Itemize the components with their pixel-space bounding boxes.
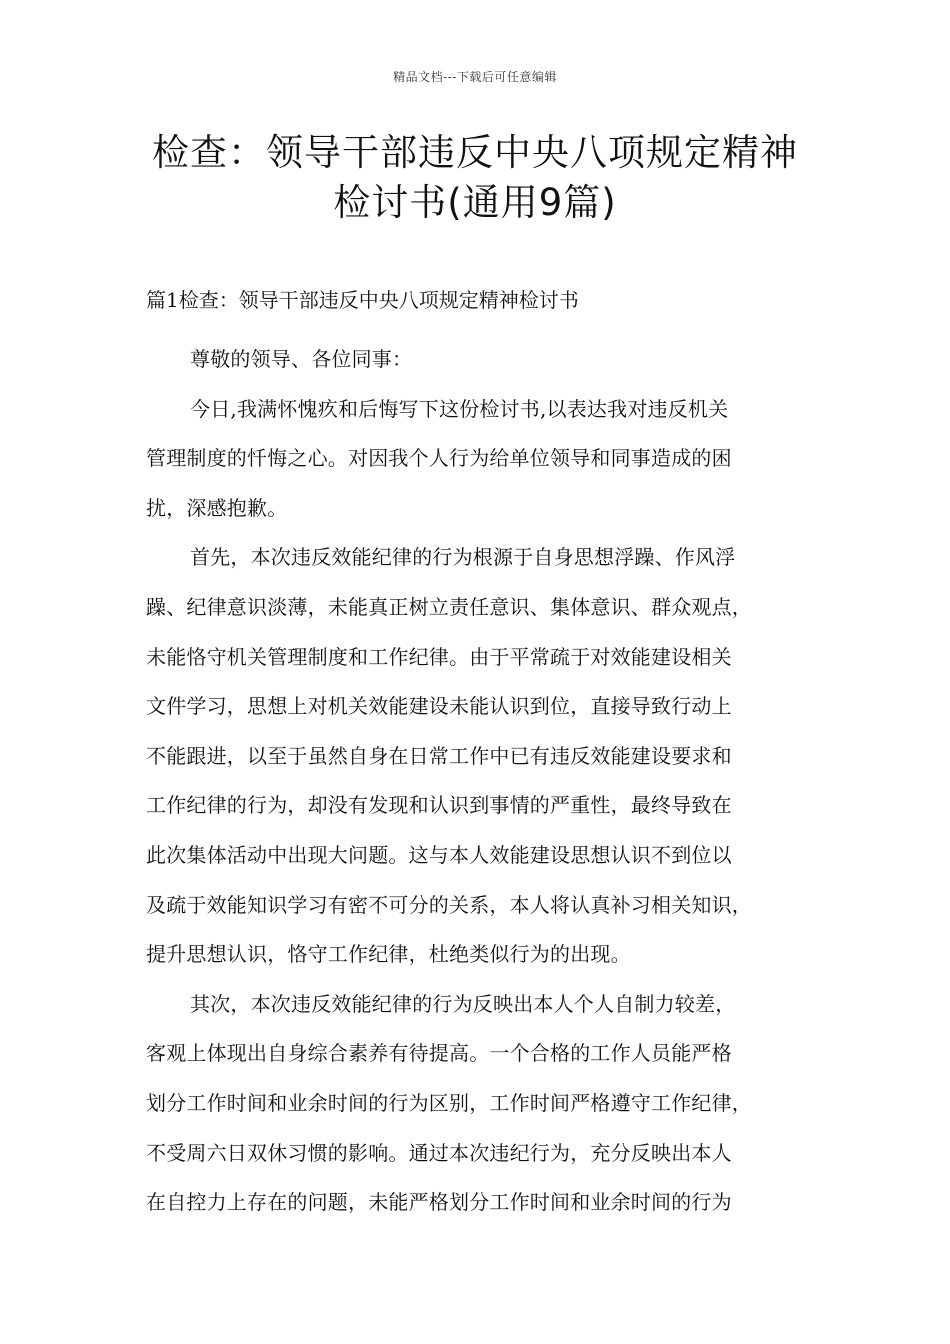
- paragraph-1: [146, 385, 810, 534]
- paragraph-line: 其次，本次违反效能纪律的行为反映出本人个人自制力较差，: [190, 991, 736, 1016]
- paragraph-line: 客观上体现出自身综合素养有待提高。一个合格的工作人员能严格: [146, 1041, 732, 1066]
- paragraph-2: [146, 533, 810, 979]
- title-line-1: 检查：领导干部违反中央八项规定精神: [152, 131, 798, 174]
- document-body: [146, 335, 810, 1228]
- salutation: 尊敬的领导、各位同事：: [190, 347, 413, 371]
- paragraph-line: 在自控力上存在的问题，未能严格划分工作时间和业余时间的行为: [146, 1190, 732, 1215]
- paragraph-3: [146, 980, 810, 1228]
- paragraph-line: 不能跟进，以至于虽然自身在日常工作中已有违反效能建设要求和: [146, 743, 732, 768]
- paragraph-line: 提升思想认识，恪守工作纪律，杜绝类似行为的出现。: [146, 942, 631, 967]
- paragraph-line: 划分工作时间和业余时间的行为区别，工作时间严格遵守工作纪律，: [146, 1090, 752, 1115]
- paragraph-line: 文件学习，思想上对机关效能建设未能认识到位，直接导致行动上: [146, 694, 732, 719]
- document-title: [0, 128, 950, 228]
- paragraph-line: 扰，深感抱歉。: [146, 495, 288, 520]
- title-line-2: 检讨书(通用9篇): [333, 181, 617, 224]
- paragraph-line: 躁、纪律意识淡薄，未能真正树立责任意识、集体意识、群众观点，: [146, 594, 752, 619]
- header-note: 精品文档---下载后可任意编辑: [393, 70, 557, 84]
- paragraph-line: 不受周六日双休习惯的影响。通过本次违纪行为，充分反映出本人: [146, 1140, 732, 1165]
- paragraph-line: 首先，本次违反效能纪律的行为根源于自身思想浮躁、作风浮: [190, 545, 736, 570]
- paragraph-line: 工作纪律的行为，却没有发现和认识到事情的严重性，最终导致在: [146, 793, 732, 818]
- paragraph-line: 今日,我满怀愧疚和后悔写下这份检讨书,以表达我对违反机关: [190, 396, 729, 421]
- section-heading: 篇1检查：领导干部违反中央八项规定精神检讨书: [146, 288, 579, 312]
- paragraph-line: 及疏于效能知识学习有密不可分的关系，本人将认真补习相关知识，: [146, 892, 752, 917]
- paragraph-line: 未能恪守机关管理制度和工作纪律。由于平常疏于对效能建设相关: [146, 644, 732, 669]
- paragraph-line: 此次集体活动中出现大问题。这与本人效能建设思想认识不到位以: [146, 842, 732, 867]
- paragraph-line: 管理制度的忏悔之心。对因我个人行为给单位领导和同事造成的困: [146, 446, 732, 471]
